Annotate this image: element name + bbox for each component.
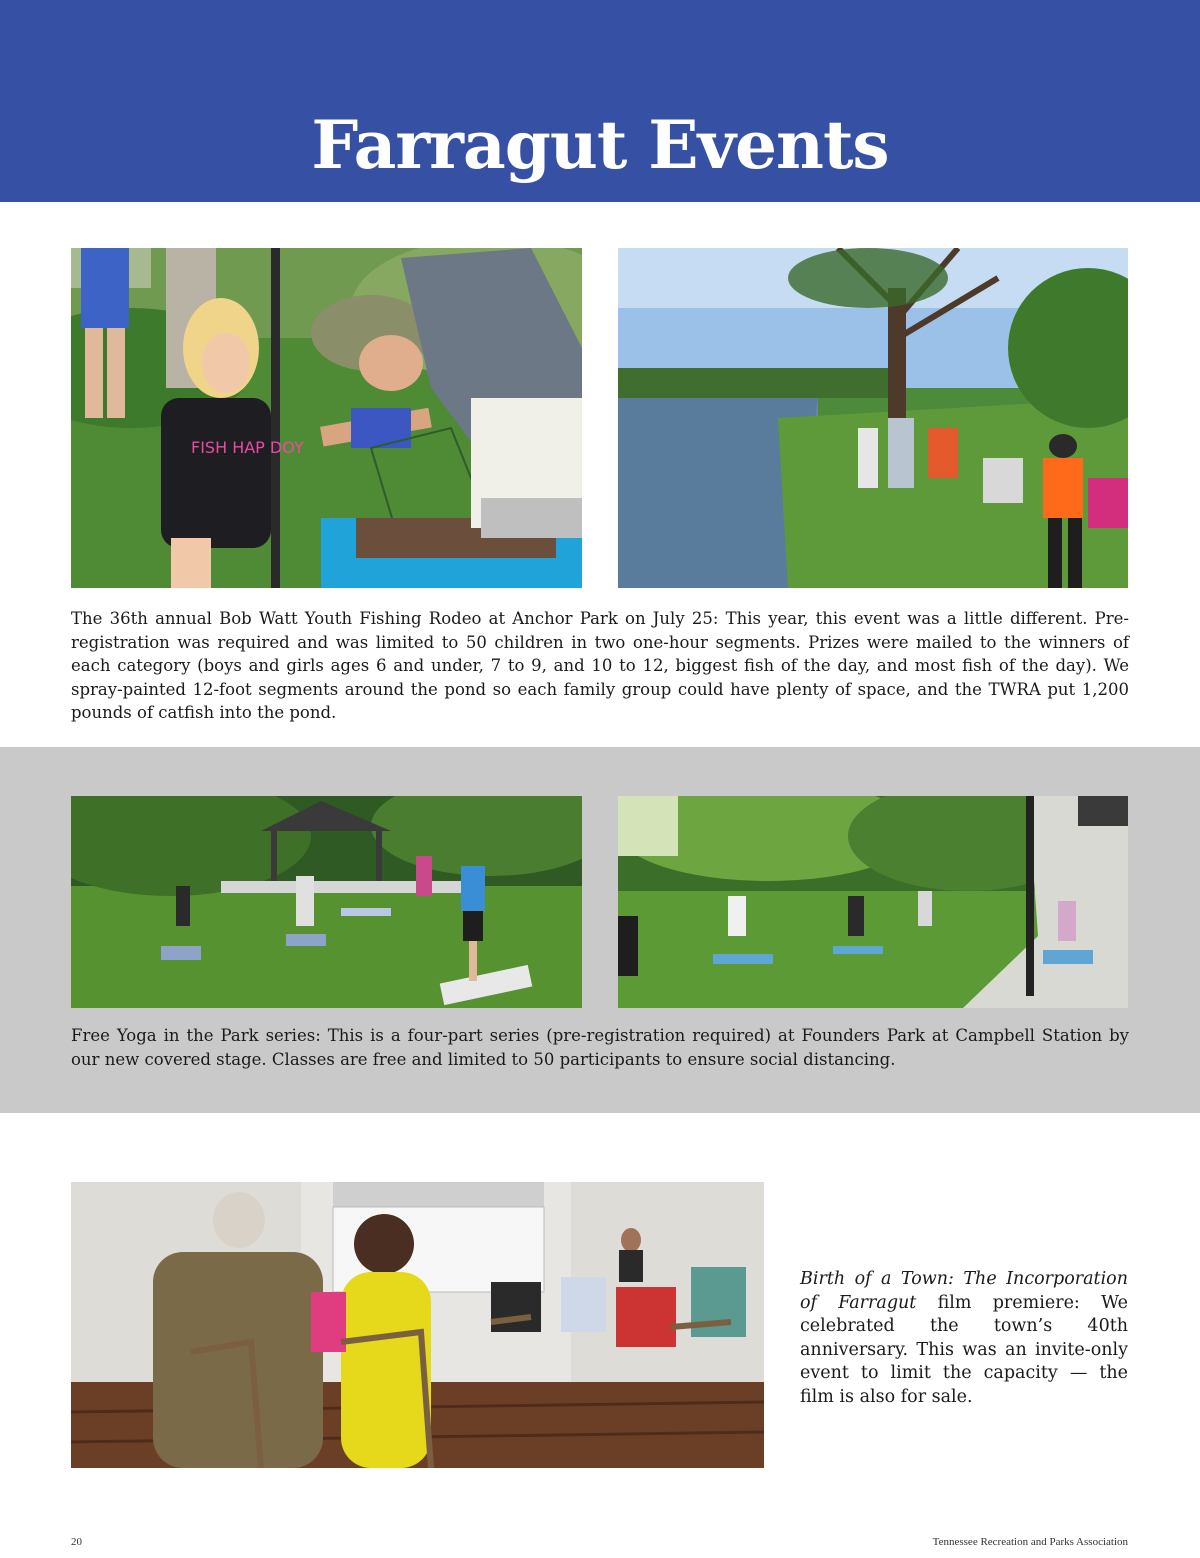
shirt-text: FISH HAP DOY (191, 438, 304, 457)
photo-yoga-tree-pose (71, 796, 582, 1008)
page-number: 20 (71, 1536, 82, 1548)
photo-fishing-girl-measuring (71, 248, 582, 588)
film-caption (800, 1268, 1128, 1409)
photo-fishing-pond (618, 248, 1128, 588)
yoga-caption: Free Yoga in the Park series: This is a four-part series (pre-registration required) at Founders Park at Campbell Station by our new covered stage. Classes are free and limited to 50 participants to ensure social distancing. (71, 1026, 1129, 1069)
photo-film-premiere (71, 1182, 764, 1468)
publication-name: Tennessee Recreation and Parks Association (932, 1536, 1128, 1548)
film-caption-text: film premiere: We celebrated the town’s 40th anniversary. This was an invite-only event to limit the capacity — the film is also for sale. (800, 1292, 1128, 1407)
film-title: Birth of a Town: The Incorporation of Farragut (800, 1269, 1128, 1313)
page-title: Farragut Events (311, 106, 889, 184)
fishing-caption: The 36th annual Bob Watt Youth Fishing Rodeo at Anchor Park on July 25: This year, this event was a little different. Pre-registration was required and was limited to 50 children in two one-hour segments. Prizes were mailed to the winners of each category (boys and girls ages 6 and under, 7 to 9, and 10 to 12, biggest fish of the day, and most fish of the day). We spray-painted 12-foot segments around the pond so each family group could have plenty of space, and the TWRA put 1,200 pounds of catfish into the pond. (71, 609, 1129, 722)
photo-yoga-triangle-pose (618, 796, 1128, 1008)
